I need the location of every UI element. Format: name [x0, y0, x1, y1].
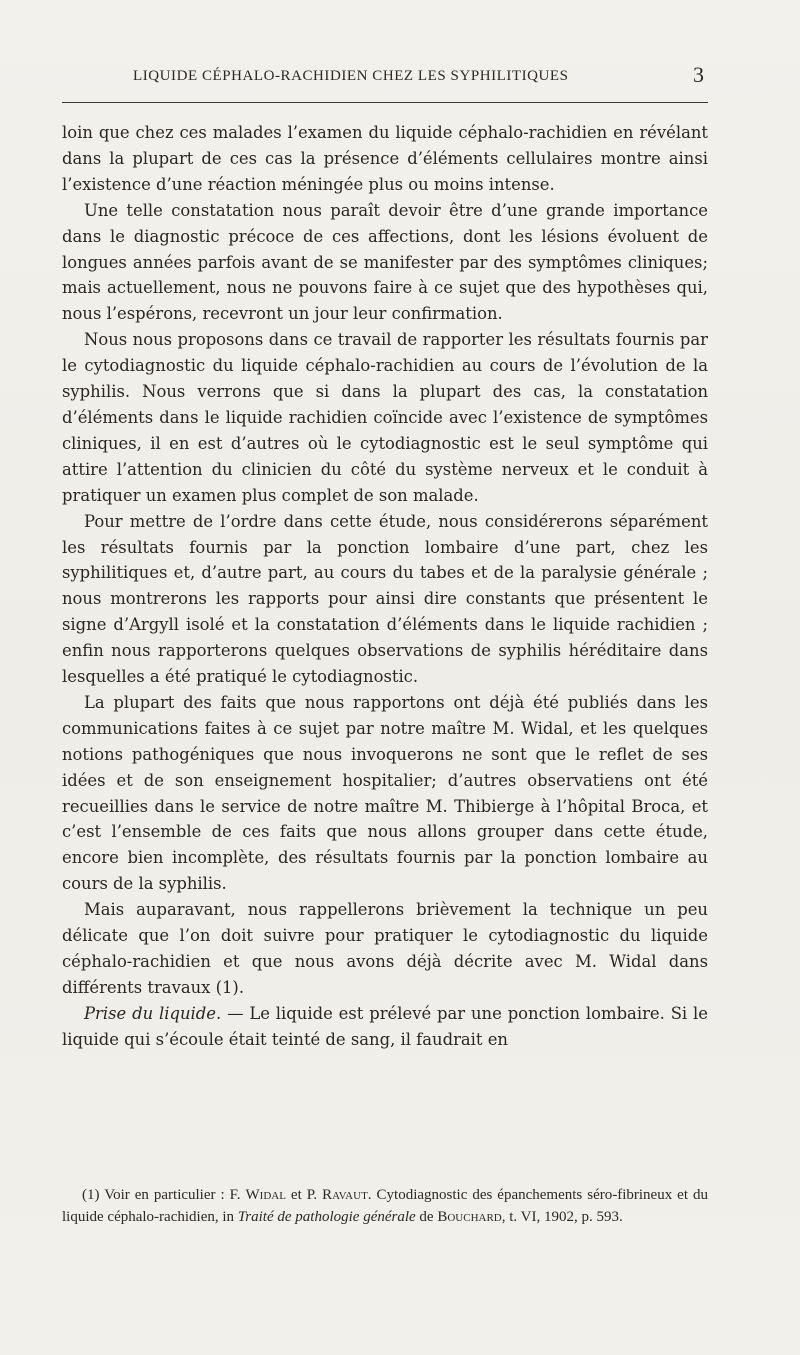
paragraph-5: La plupart des faits que nous rapportons ont déjà été publiés dans les communications faites à ce sujet par notre maître M. Widal, et les quelques notions pathogéniques que nous invoquerons ne sont que le reflet de ses idées et de son enseignement hospitalier; d’autres observatiens ont été recueillies dans le service de notre maître M. Thibierge à l’hôpital Broca, et c’est l’ensemble de ces faits que nous allons grouper dans cette étude, encore bien incomplète, des résultats fournis par la ponction lombaire au cours de la syphilis.	[62, 692, 708, 894]
footnote-author-2: Ravaut	[322, 1187, 368, 1203]
footnote-ref: , t. VI, 1902, p. 593.	[501, 1209, 623, 1225]
footnote-work: Traité de pathologie générale	[237, 1209, 416, 1225]
running-title: LIQUIDE CÉPHALO-RACHIDIEN CHEZ LES SYPHILITIQUES	[133, 68, 569, 84]
page-number: 3	[693, 62, 704, 87]
body-text	[62, 120, 708, 1053]
page-header	[60, 64, 706, 94]
footnote-title: . Cytodiagnostic des épanchements séro-fibrineux et du liquide céphalo-rachidien, in	[62, 1187, 708, 1225]
footnote-editor: Bouchard	[437, 1209, 502, 1225]
footnote-author-1: Widal	[245, 1187, 286, 1203]
footnote-by: de	[415, 1209, 438, 1225]
section-lead: Prise du liquide.	[84, 1003, 222, 1023]
paragraph-3: Nous nous proposons dans ce travail de rapporter les résultats fournis par le cytodiagnostic du liquide céphalo-rachidien au cours de l’évolution de la syphilis. Nous verrons que si dans la plupart des cas, la constatation d’éléments dans le liquide rachidien coïncide avec l’existence de symptômes cliniques, il en est d’autres où le cytodiagnostic est le seul symptôme qui attire l’attention du clinicien du côté du système nerveux et le conduit à pratiquer un examen plus complet de son malade.	[62, 330, 708, 505]
footnote-marker: (1) Voir en particulier : F.	[82, 1187, 246, 1203]
footnote-text	[62, 1184, 708, 1228]
footnote-connector: et P.	[285, 1187, 323, 1203]
header-rule	[62, 102, 708, 103]
paragraph-2: Une telle constatation nous paraît devoir être d’une grande importance dans le diagnostic précoce de ces affections, dont les lésions évoluent de longues années parfois avant de se manifester par des symptômes cliniques; mais actuellement, nous ne pouvons faire à ce sujet que des hypothèses qui, nous l’espérons, recevront un jour leur confirmation.	[62, 200, 708, 324]
paragraph-1: loin que chez ces malades l’examen du liquide céphalo-rachidien en révélant dans la plupart de ces cas la présence d’éléments cellulaires montre ainsi l’existence d’une réaction méningée plus ou moins intense.	[62, 123, 708, 194]
footnote	[62, 1184, 708, 1228]
paragraph-7	[62, 1001, 708, 1053]
paragraph-6: Mais auparavant, nous rappellerons brièvement la technique un peu délicate que l’on doit suivre pour pratiquer le cytodiagnostic du liquide céphalo-rachidien et que nous avons déjà décrite avec M. Widal dans différents travaux (1).	[62, 900, 708, 997]
paragraph-4: Pour mettre de l’ordre dans cette étude, nous considérerons séparément les résultats fournis par la ponction lombaire d’une part, chez les syphilitiques et, d’autre part, au cours du tabes et de la paralysie générale ; nous montrerons les rapports pour ainsi dire constants que présentent le signe d’Argyll isolé et la constatation d’éléments dans le liquide rachidien ; enfin nous rapporterons quelques observations de syphilis héréditaire dans lesquelles a été pratiqué le cytodiagnostic.	[62, 511, 708, 687]
paragraph-7-text: — Le liquide est prélevé par une ponction lombaire. Si le liquide qui s’écoule était teinté de sang, il faudrait en	[62, 1003, 708, 1049]
